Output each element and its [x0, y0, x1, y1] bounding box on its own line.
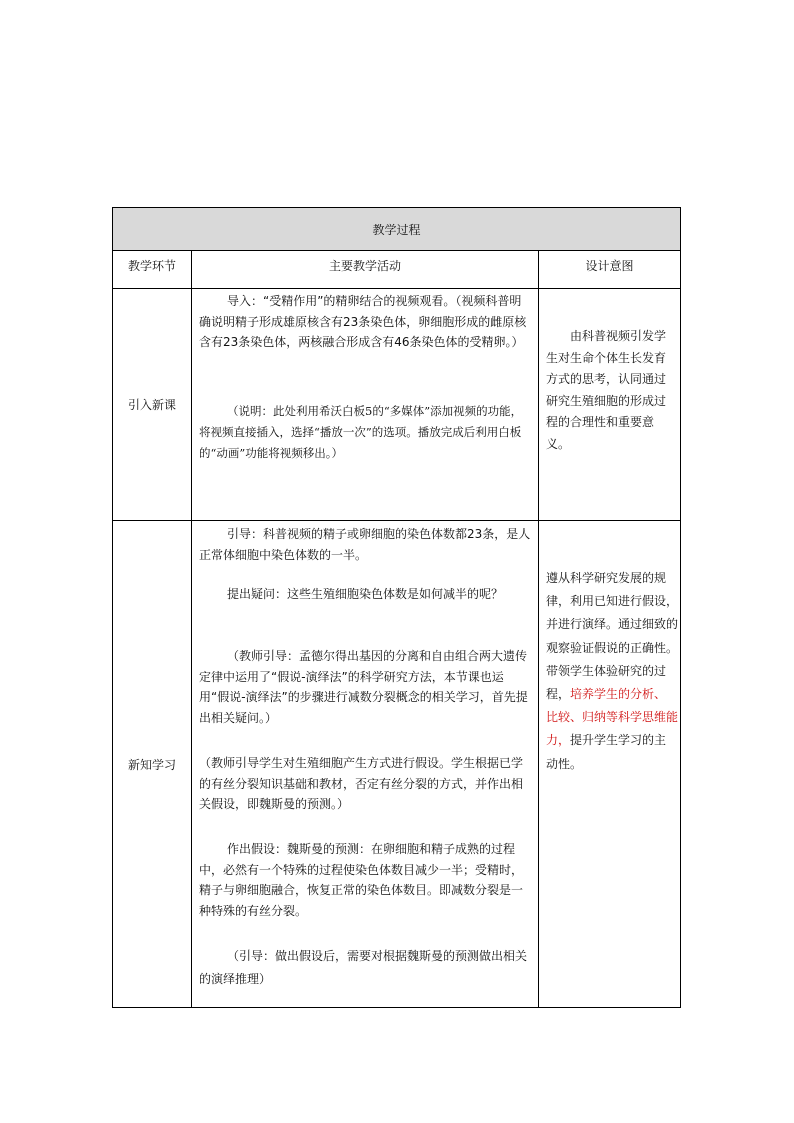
activity-paragraph: 提出疑问：这些生殖细胞染色体数是如何减半的呢？	[227, 587, 504, 601]
activity-paragraph: （教师引导：孟德尔得出基因的分离和自由组合两大遗传定律中运用了“假说-演绎法”的科学研究方法，本节课也运用“假说-演绎法”的步骤进行减数分裂概念的相关学习，首先提出相关疑问。）	[199, 649, 528, 725]
row-stage-new-learning: 新知学习	[127, 757, 176, 772]
table-border	[112, 1007, 681, 1008]
activity-paragraph: 作出假设：魏斯曼的预测：在卵细胞和精子成熟的过程中，必然有一个特殊的过程使染色体数目减少一半；受精时，精子与卵细胞融合，恢复正常的染色体数目。即减数分裂是一种特殊的有丝分裂。	[199, 842, 524, 918]
table-border	[191, 250, 192, 1008]
activity-paragraph: 导入：“受精作用”的精卵结合的视频观看。（视频科普明确说明精子形成雄原核含有23条染色体，卵细胞形成的雌原核含有23条染色体，两核融合形成含有46条染色体的受精卵。）	[199, 294, 527, 349]
table-title: 教学过程	[113, 208, 680, 250]
row-intent-new-learning	[546, 567, 678, 776]
row-stage-intro: 引入新课	[127, 398, 176, 412]
intent-highlight: 培养学生的分析、比较、归纳等科学思维能力，	[546, 687, 679, 748]
header-intent: 设计意图	[585, 259, 634, 273]
table-border	[538, 250, 539, 1008]
header-activity: 主要教学活动	[328, 259, 401, 273]
table-border	[112, 520, 681, 521]
row-intent-intro: 由科普视频引发学生对生命个体生长发育方式的思考，认同通过研究生殖细胞的形成过程的合理性和重要意义。	[546, 329, 667, 451]
activity-paragraph: （教师引导学生对生殖细胞产生方式进行假设。学生根据已学的有丝分裂知识基础和教材，否定有丝分裂的方式，并作出相关假设，即魏斯曼的预测。）	[199, 756, 524, 811]
table-border	[112, 288, 681, 289]
table-border	[680, 207, 681, 1008]
header-stage: 教学环节	[127, 259, 176, 273]
activity-note: （说明：此处利用希沃白板5的“多媒体”添加视频的功能，将视频直接插入，选择“播放一次”的选项。播放完成后利用白板的“动画”功能将视频移出。）	[199, 404, 523, 460]
activity-paragraph: （引导：做出假设后，需要对根据魏斯曼的预测做出相关的演绎推理）	[199, 949, 528, 986]
intent-text: 提升学生学习的主动性。	[546, 733, 667, 771]
activity-paragraph: 引导：科普视频的精子或卵细胞的染色体数都23条，是人正常体细胞中染色体数的一半。	[199, 527, 531, 562]
intent-text: 遵从科学研究发展的规律，利用已知进行假设，并进行演绎。通过细致的观察验证假说的正确性。带领学生体验研究的过程，	[546, 571, 679, 702]
teaching-process-table	[112, 207, 681, 1008]
